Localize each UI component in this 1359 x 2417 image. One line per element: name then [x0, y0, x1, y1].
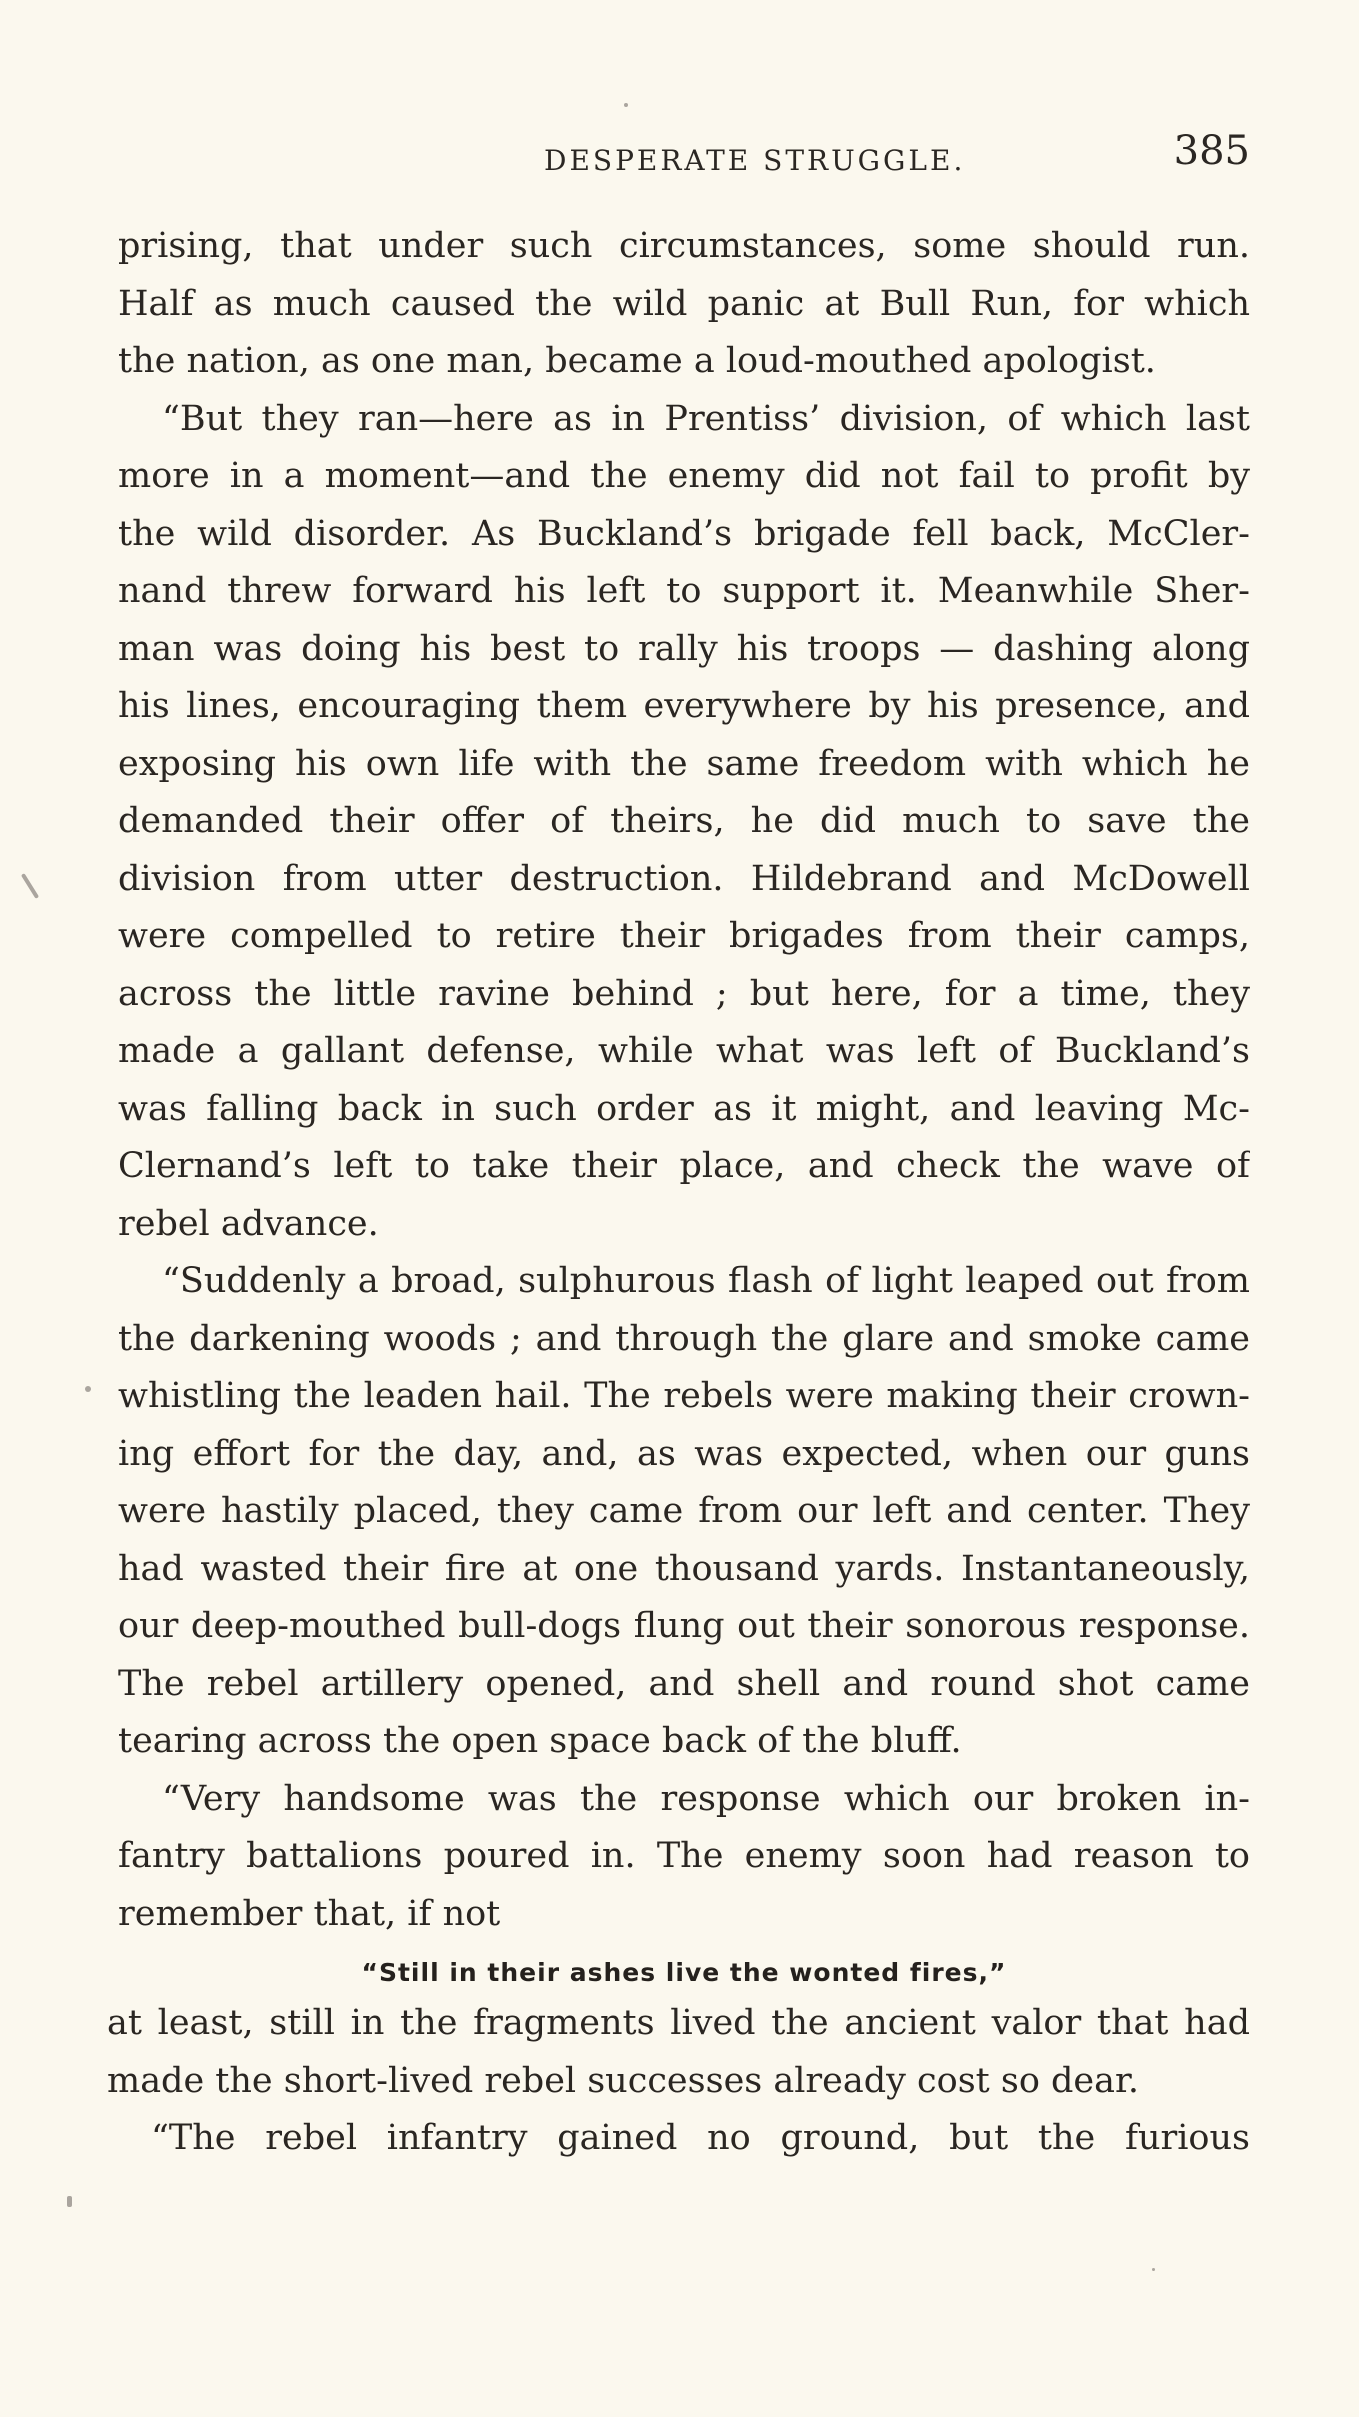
text-line: “But they ran—here as in Prentiss’ division, of which last [162, 398, 1250, 439]
margin-mark [21, 873, 39, 899]
margin-speck [85, 1386, 91, 1392]
text-line: the nation, as one man, became a loud-mouthed apologist. [118, 341, 1156, 381]
body-text [118, 218, 1250, 2003]
text-line: his lines, encouraging them everywhere by his presence, and [118, 686, 1250, 726]
text-line: made the short-lived rebel successes already cost so dear. [107, 2060, 1140, 2101]
paper-speck [1152, 2268, 1155, 2271]
text-line: were compelled to retire their brigades from their camps, [118, 916, 1250, 956]
text-line: “Very handsome was the response which our broken in- [162, 1778, 1250, 1819]
text-line: prising, that under such circumstances, some should run. [118, 226, 1250, 266]
text-line: the wild disorder. As Buckland’s brigade fell back, McCler- [118, 513, 1250, 554]
text-line: fantry battalions poured in. The enemy soon had reason to [118, 1836, 1250, 1876]
text-line: division from utter destruction. Hildebrand and McDowell [118, 858, 1250, 899]
text-line: demanded their offer of theirs, he did much to save the [118, 801, 1250, 841]
text-line: nand threw forward his left to support it. Meanwhile Sher- [118, 571, 1250, 611]
text-line: the darkening woods ; and through the glare and smoke came [118, 1318, 1250, 1359]
page-header [118, 128, 1250, 188]
page-number: 385 [1173, 128, 1250, 174]
paper-speck [624, 103, 628, 107]
text-line: was falling back in such order as it might, and leaving Mc- [118, 1088, 1250, 1129]
text-line: ing effort for the day, and, as was expected, when our guns [118, 1433, 1250, 1474]
text-line: “The rebel infantry gained no ground, but the furious [151, 2118, 1250, 2158]
text-line: at least, still in the fragments lived the ancient valor that had [107, 2003, 1250, 2043]
upper-lines [118, 218, 1250, 1943]
text-line: were hastily placed, they came from our left and center. They [118, 1491, 1250, 1531]
text-line: Half as much caused the wild panic at Bull Run, for which [118, 283, 1250, 324]
margin-speck [67, 2196, 72, 2207]
text-line: had wasted their fire at one thousand yards. Instantaneously, [118, 1548, 1250, 1589]
text-line: man was doing his best to rally his troops — dashing along [118, 628, 1250, 669]
continued-text [107, 1995, 1250, 2168]
text-line: our deep-mouthed bull-dogs flung out their sonorous response. [118, 1606, 1250, 1646]
text-line: The rebel artillery opened, and shell and round shot came [118, 1663, 1250, 1704]
text-line: made a gallant defense, while what was left of Buckland’s [118, 1031, 1250, 1071]
running-title: DESPERATE STRUGGLE. [544, 144, 966, 177]
text-line: whistling the leaden hail. The rebels were making their crown- [118, 1376, 1250, 1416]
text-line: “Suddenly a broad, sulphurous flash of light leaped out from [162, 1261, 1250, 1301]
text-line: across the little ravine behind ; but here, for a time, they [118, 973, 1250, 1014]
lower-lines [107, 1995, 1250, 2168]
text-line: Clernand’s left to take their place, and check the wave of [118, 1146, 1250, 1186]
text-line: rebel advance. [118, 1203, 379, 1244]
text-line: remember that, if not [118, 1893, 501, 1934]
text-line: tearing across the open space back of the bluff. [118, 1721, 962, 1761]
verse-quotation: “Still in their ashes live the wonted fires,” [361, 1958, 1007, 1987]
text-line: exposing his own life with the same freedom with which he [118, 743, 1250, 784]
text-line: more in a moment—and the enemy did not fail to profit by [118, 456, 1250, 496]
